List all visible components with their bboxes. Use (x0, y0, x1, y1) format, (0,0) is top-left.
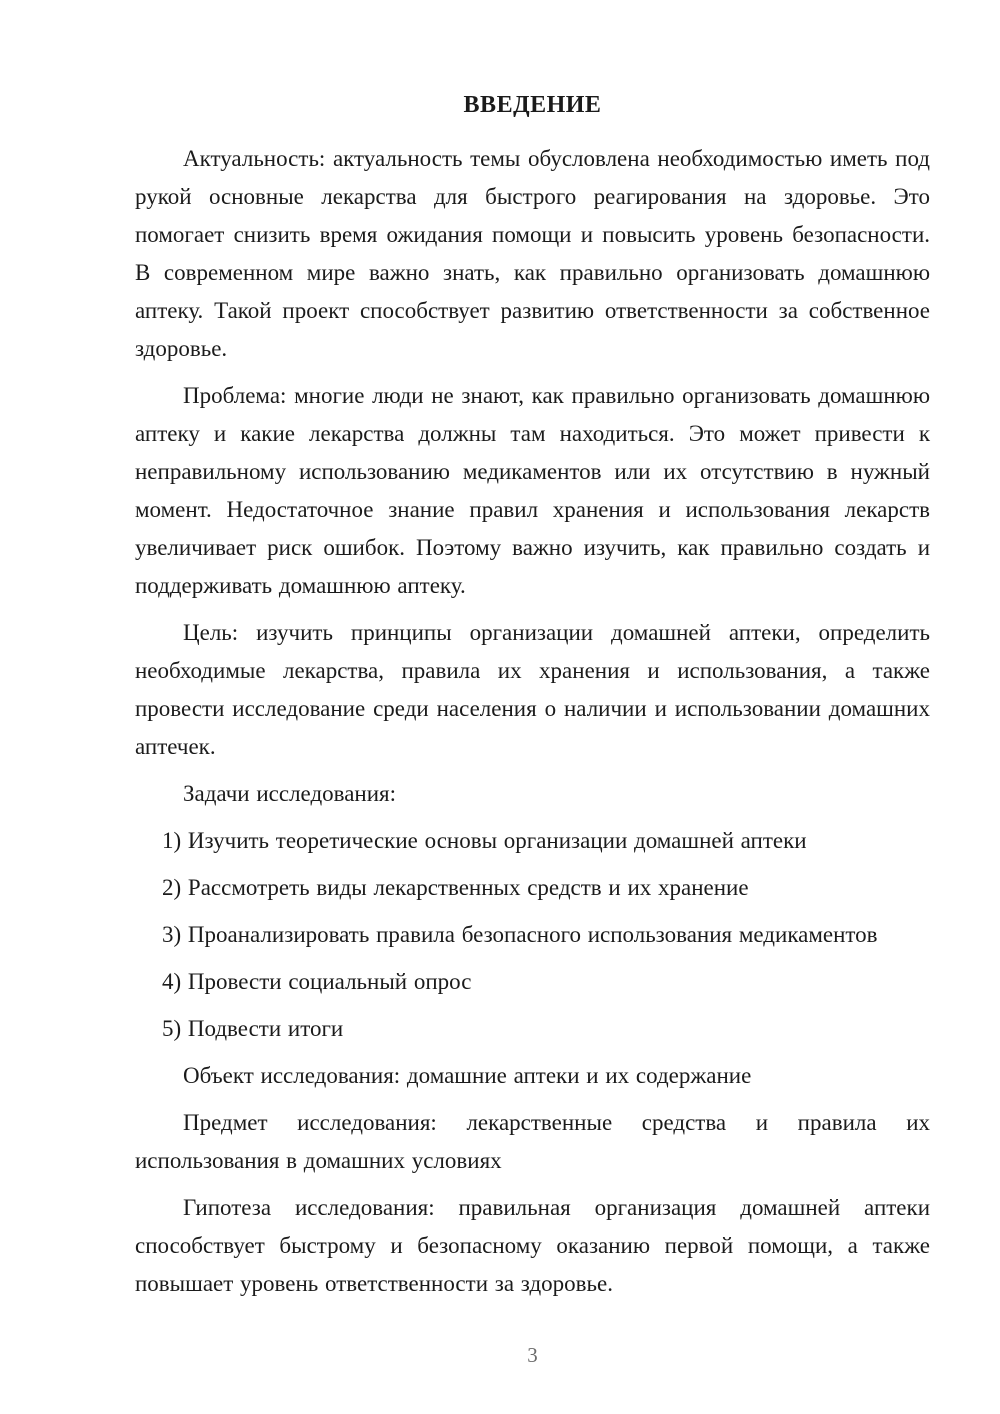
paragraph-object: Объект исследования: домашние аптеки и их содержание (183, 1063, 752, 1088)
paragraph-subject: Предмет исследования: лекарственные средства и правила их использования в домашних условиях (135, 1110, 930, 1173)
page-number: 3 (527, 1343, 538, 1367)
paragraph-hypothesis: Гипотеза исследования: правильная организация домашней аптеки способствует быстрому и безопасному оказанию первой помощи, а также повышает уровень ответственности за здоровье. (135, 1195, 930, 1296)
task-item-2: 2) Рассмотреть виды лекарственных средств и их хранение (162, 875, 749, 900)
paragraph-problem: Проблема: многие люди не знают, как правильно организовать домашнюю аптеку и какие лекарства должны там находиться. Это может привести к неправильному использованию медикаментов или их отсутствию в нужный момент. Недостаточное знание правил хранения и использования лекарств увеличивает риск ошибок. Поэтому важно изучить, как правильно создать и поддерживать домашнюю аптеку. (135, 383, 930, 598)
task-item-5: 5) Подвести итоги (162, 1016, 344, 1041)
task-item-1: 1) Изучить теоретические основы организации домашней аптеки (162, 828, 807, 853)
paragraph-relevance: Актуальность: актуальность темы обусловлена необходимостью иметь под рукой основные лекарства для быстрого реагирования на здоровье. Это помогает снизить время ожидания помощи и повысить уровень безопасности. В современном мире важно знать, как правильно организовать домашнюю аптеку. Такой проект способствует развитию ответственности за собственное здоровье. (135, 146, 930, 361)
page-title: ВВЕДЕНИЕ (463, 92, 602, 118)
task-item-4: 4) Провести социальный опрос (162, 969, 472, 994)
task-item-3: 3) Проанализировать правила безопасного использования медикаментов (162, 922, 878, 947)
page-content (135, 86, 930, 1312)
tasks-heading: Задачи исследования: (183, 781, 397, 806)
paragraph-goal: Цель: изучить принципы организации домашней аптеки, определить необходимые лекарства, правила их хранения и использования, а также провести исследование среди населения о наличии и использовании домашних аптечек. (135, 620, 930, 759)
